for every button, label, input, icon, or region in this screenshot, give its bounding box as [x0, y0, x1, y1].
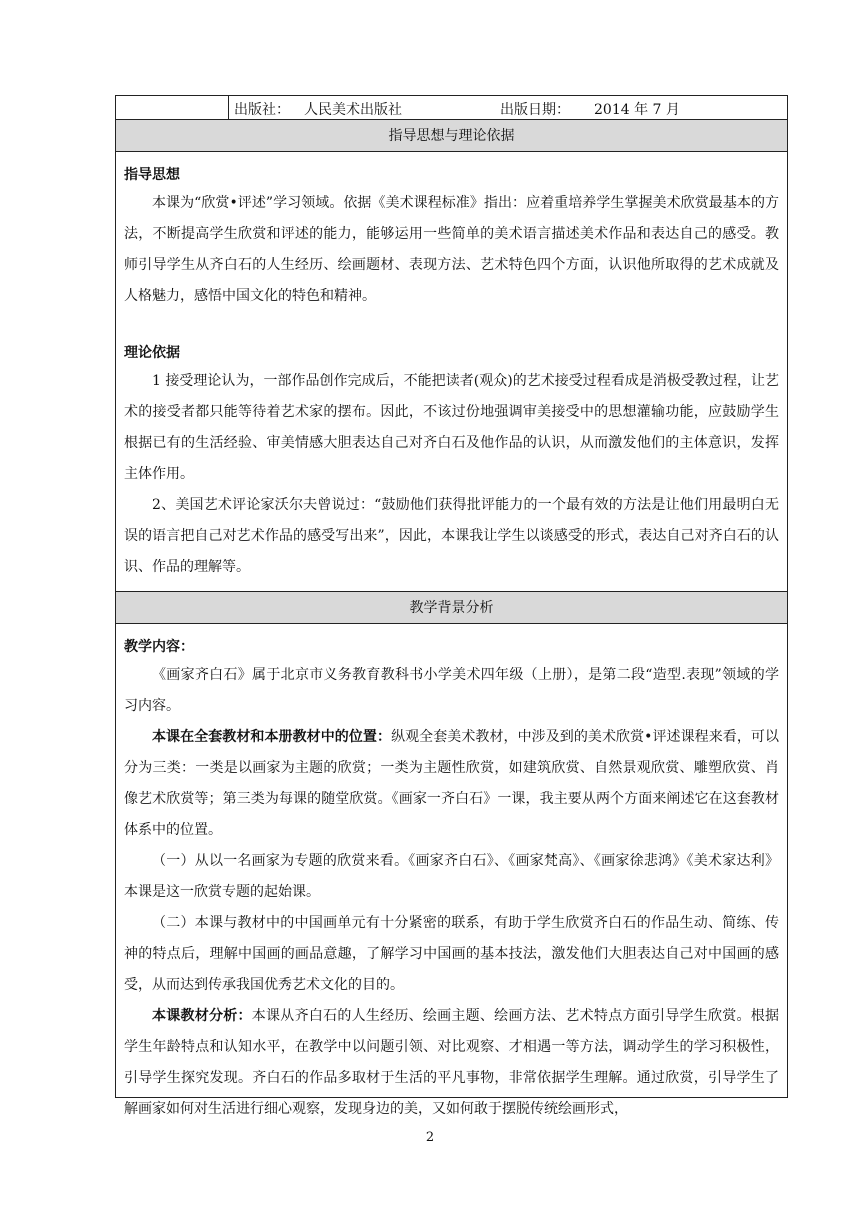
section-band-background: 教学背景分析 — [116, 592, 787, 624]
background-section — [116, 624, 787, 1117]
paragraph: 2、美国艺术评论家沃尔夫曾说过：“鼓励他们获得批评能力的一个最有效的方法是让他们用最明白无误的语言把自己对艺术作品的感受写出来”，因此，本课我让学生以谈感受的形式，表达自己对齐白石的认识、作品的理解等。 — [124, 497, 779, 575]
publisher-value: 人民美术出版社 — [304, 102, 402, 118]
heading-theory-basis: 理论依据 — [124, 345, 180, 361]
paragraph: 《画家齐白石》属于北京市义务教育教科书小学美术四年级（上册），是第二段“造型.表现”领域的学习内容。 — [124, 667, 779, 714]
paragraph-text: 本课从齐白石的人生经历、绘画主题、绘画方法、艺术特点方面引导学生欣赏。根据学生年龄特点和认知水平，在教学中以问题引领、对比观察、才相遇一等方法，调动学生的学习积极性，引导学生探究发现。齐白石的作品多取材于生活的平凡事物，非常依据学生理解。通过欣赏，引导学生了解画家如何对生活进行细心观察，发现身边的美，又如何敢于摆脱传统绘画形式， — [124, 1008, 780, 1117]
spacer — [124, 312, 779, 340]
page-number: 2 — [425, 1130, 435, 1145]
publisher-row — [116, 96, 787, 120]
paragraph: （二）本课与教材中的中国画单元有十分紧密的联系，有助于学生欣赏齐白石的作品生动、简练、传神的特点后，理解中国画的画品意趣，了解学习中国画的基本技法，激发他们大胆表达自己对中国画的感受，从而达到传承我国优秀艺术文化的目的。 — [124, 915, 779, 993]
lesson-plan-table — [115, 95, 788, 1117]
publisher-label: 出版社： — [234, 102, 290, 118]
guiding-section — [116, 152, 787, 592]
paragraph: 本课为“欣赏•评述”学习领域。依据《美术课程标准》指出：应着重培养学生掌握美术欣赏最基本的方法，不断提高学生欣赏和评述的能力，能够运用一些简单的美术语言描述美术作品和表达自己的感受。教师引导学生从齐白石的人生经历、绘画题材、表现方法、艺术特色四个方面，认识他所取得的艺术成就及人格魅力，感悟中国文化的特色和精神。 — [124, 195, 779, 304]
paragraph: 1 接受理论认为，一部作品创作完成后，不能把读者(观众)的艺术接受过程看成是消极受教过程，让艺术的接受者都只能等待着艺术家的摆布。因此，不该过份地强调审美接受中的思想灌输功能，应鼓励学生根据已有的生活经验、审美情感大胆表达自己对齐白石及他作品的认识，从而激发他们的主体意识，发挥主体作用。 — [124, 373, 779, 482]
paragraph — [124, 1001, 779, 1125]
cell-divider — [228, 96, 229, 119]
heading-teaching-content: 教学内容： — [124, 639, 194, 655]
bold-lead: 本课教材分析： — [152, 1008, 252, 1024]
paragraph-text: 纵观全套美术教材，中涉及到的美术欣赏•评述课程来看，可以分为三类：一类是以画家为主题的欣赏；一类为主题性欣赏，如建筑欣赏、自然景观欣赏、雕塑欣赏、肖像艺术欣赏等；第三类为每课的随堂欣赏。《画家一齐白石》一课，我主要从两个方面来阐述它在这套教材体系中的位置。 — [124, 729, 779, 838]
bold-lead: 本课在全套教材和本册教材中的位置： — [152, 729, 392, 745]
publish-date-label: 出版日期： — [500, 102, 570, 118]
paragraph: （一）从以一名画家为专题的欣赏来看。《画家齐白石》、《画家梵高》、《画家徐悲鸿》《美术家达利》本课是这一欣赏专题的起始课。 — [124, 853, 779, 900]
heading-guiding-thought: 指导思想 — [124, 167, 180, 183]
section-band-guiding: 指导思想与理论依据 — [116, 120, 787, 152]
publish-date-value: 2014 年 7 月 — [594, 102, 680, 118]
paragraph — [124, 722, 779, 846]
